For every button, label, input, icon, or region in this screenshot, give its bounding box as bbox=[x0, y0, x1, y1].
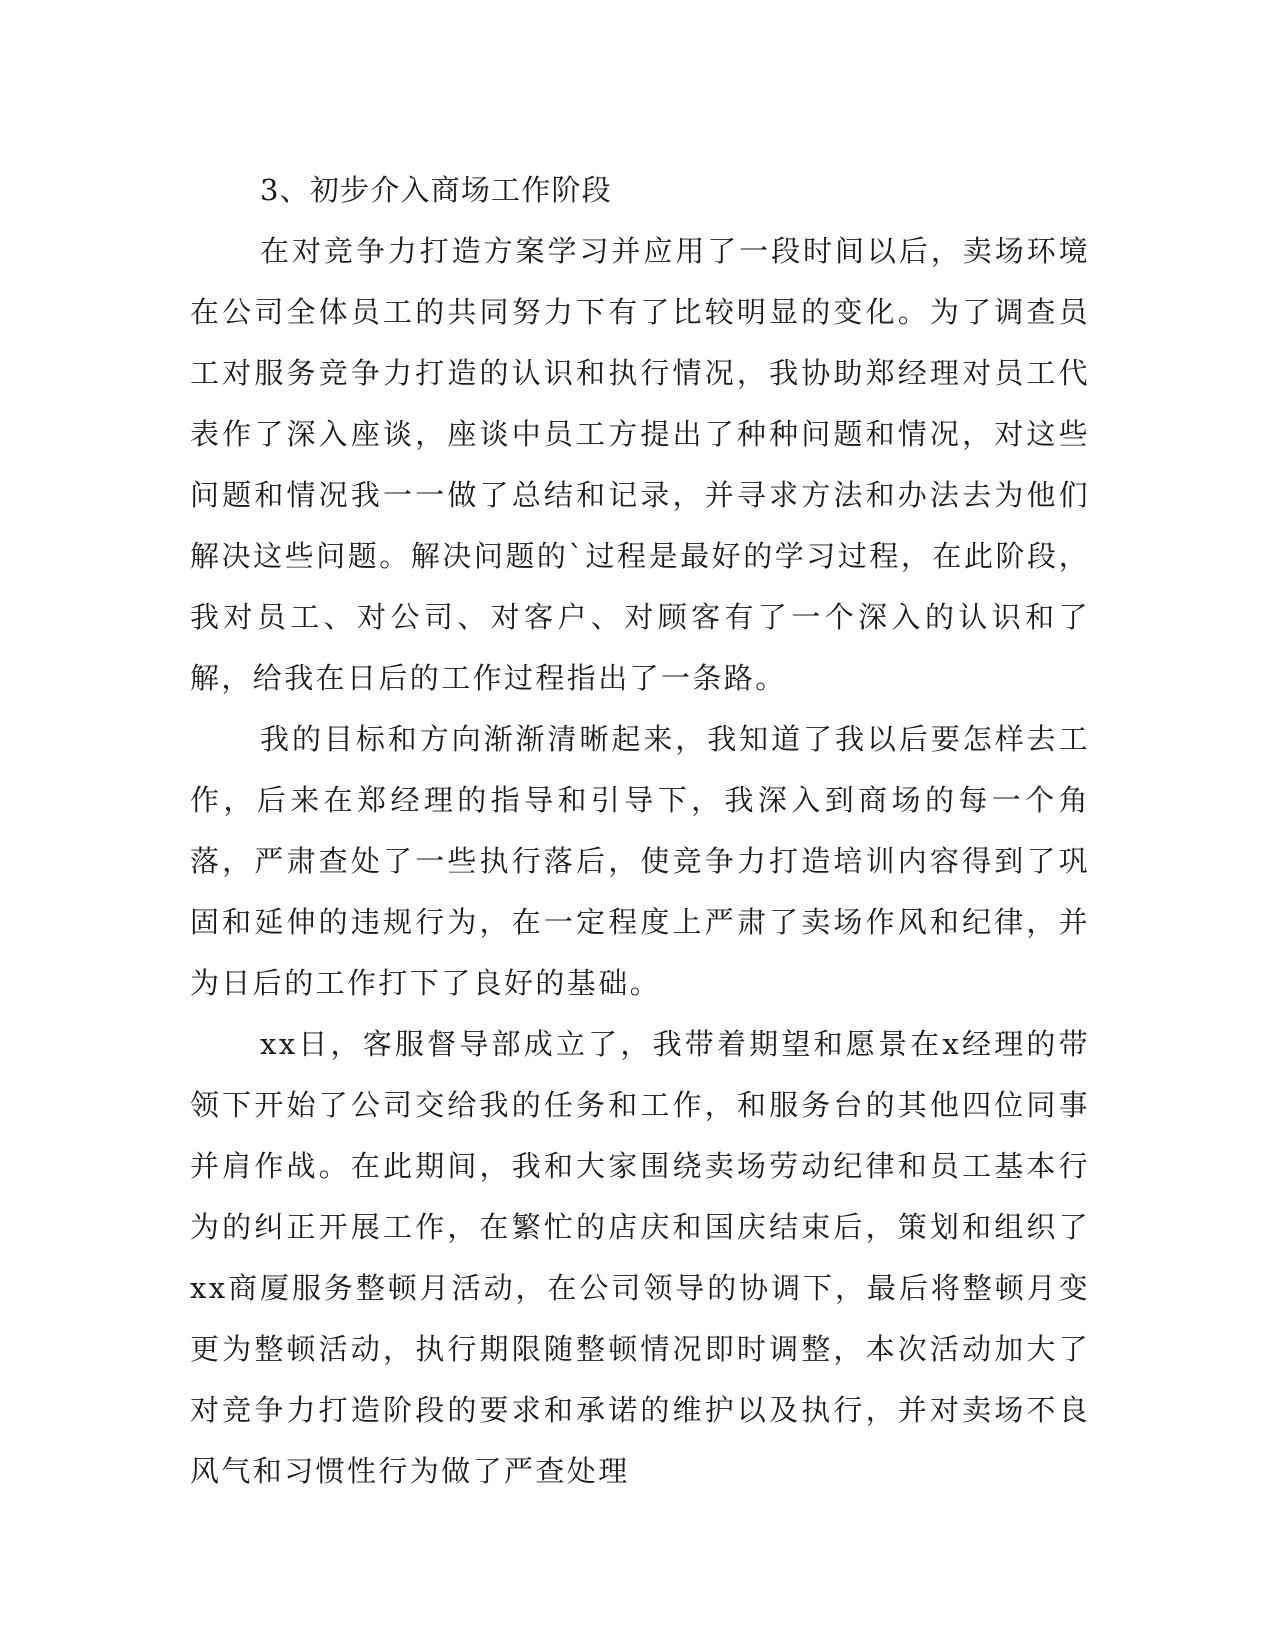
section-heading: 3、初步介入商场工作阶段 bbox=[260, 173, 612, 207]
document-body bbox=[190, 160, 1090, 1502]
paragraph-2: 我的目标和方向渐渐清晰起来，我知道了我以后要怎样去工作，后来在郑经理的指导和引导下，我深入到商场的每一个角落，严肃查处了一些执行落后，使竞争力打造培训内容得到了巩固和延伸的违规行为，在一定程度上严肃了卖场作风和纪律，并为日后的工作打下了良好的基础。 bbox=[190, 722, 1090, 1000]
paragraph-3: xx日，客服督导部成立了，我带着期望和愿景在x经理的带领下开始了公司交给我的任务和工作，和服务台的其他四位同事并肩作战。在此期间，我和大家围绕卖场劳动纪律和员工基本行为的纠正开展工作，在繁忙的店庆和国庆结束后，策划和组织了xx商厦服务整顿月活动，在公司领导的协调下，最后将整顿月变更为整顿活动，执行期限随整顿情况即时调整，本次活动加大了对竞争力打造阶段的要求和承诺的维护以及执行，并对卖场不良风气和习惯性行为做了严查处理 bbox=[190, 1027, 1090, 1488]
paragraph-1: 在对竞争力打造方案学习并应用了一段时间以后，卖场环境在公司全体员工的共同努力下有了比较明显的变化。为了调查员工对服务竞争力打造的认识和执行情况，我协助郑经理对员工代表作了深入座谈，座谈中员工方提出了种种问题和情况，对这些问题和情况我一一做了总结和记录，并寻求方法和办法去为他们解决这些问题。解决问题的`过程是最好的学习过程，在此阶段，我对员工、对公司、对客户、对顾客有了一个深入的认识和了解，给我在日后的工作过程指出了一条路。 bbox=[190, 234, 1090, 695]
